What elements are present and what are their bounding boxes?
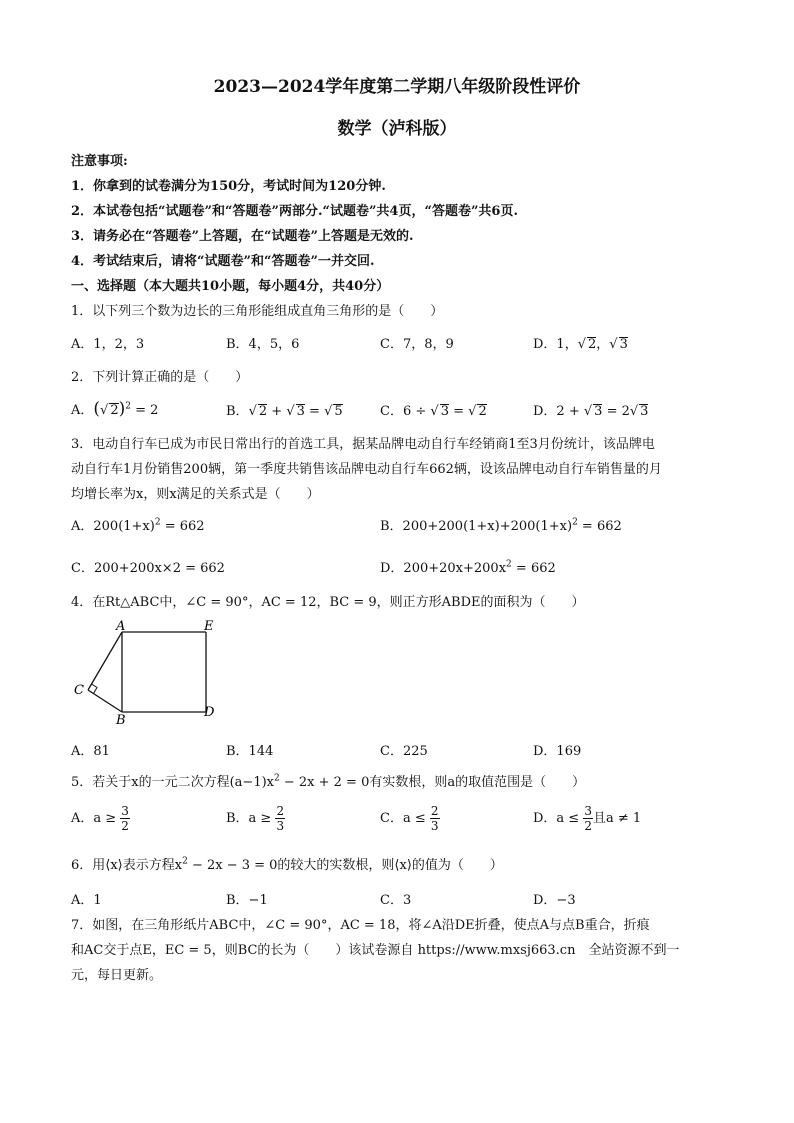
note-item: 4．考试结束后，请将“试题卷”和“答题卷”一并交回. <box>71 254 375 269</box>
exponent: 2 <box>154 517 161 528</box>
option-d: D．169 <box>533 744 582 759</box>
label-c: C <box>74 683 84 698</box>
radicand: 3 <box>619 337 628 352</box>
exponent: 2 <box>572 517 578 528</box>
stem-part: 5．若关于x的一元二次方程(a−1)x <box>71 775 274 790</box>
option-c: C．6 ÷ √ 3 = √ 2 <box>380 404 487 419</box>
fraction <box>120 804 130 833</box>
option-c: C．200+200x×2 = 662 <box>71 561 225 576</box>
option-b-expr: B．200+200(1+x)+200(1+x) <box>380 519 573 534</box>
fraction <box>275 804 285 833</box>
option-b <box>380 515 622 534</box>
page-title: 2023—2024学年度第二学期八年级阶段性评价 <box>213 77 581 97</box>
question-stem: 1．以下列三个数为边长的三角形能组成直角三角形的是（ ） <box>71 304 444 319</box>
notes-heading: 注意事项: <box>71 154 128 169</box>
numerator: 3 <box>121 804 129 818</box>
stem-part: 6．用⟨x⟩表示方程x <box>71 858 183 873</box>
question-stem-line: 3．电动自行车已成为市民日常出行的首选工具，据某品牌电动自行车经销商1至3月份统计，该品牌电 <box>71 437 655 452</box>
option-b: B．144 <box>226 744 274 759</box>
option-prefix: D．a ≤ <box>533 811 584 826</box>
radicand: 3 <box>594 404 603 419</box>
question-stem-line: 动自行车1月份销售200辆，第一季度共销售该品牌电动自行车662辆，设该品牌电动自行车销售量的月 <box>71 462 662 477</box>
label-d: D <box>204 705 215 720</box>
option-a-expr: A．200(1+x) <box>71 519 155 534</box>
option-d: D．−3 <box>533 893 576 908</box>
radicand: 2 <box>110 403 119 418</box>
radicand: 3 <box>296 404 305 419</box>
option-d-prefix: D．1， <box>533 337 578 352</box>
option-c <box>380 804 440 833</box>
option-a-tail: = 662 <box>160 519 205 534</box>
option-d <box>380 557 556 576</box>
option-c: C．225 <box>380 744 428 759</box>
denominator: 3 <box>430 819 439 833</box>
question-stem: 4．在Rt△ABC中，∠C = 90°，AC = 12，BC = 9，则正方形ABDE的面积为（ ） <box>71 595 585 610</box>
stem-part: − 2x − 3 = 0的较大的实数根，则⟨x⟩的值为（ ） <box>187 858 503 873</box>
option-d-expr: D．200+20x+200x <box>380 561 507 576</box>
option-a: A．1，2，3 <box>71 337 145 352</box>
page-subtitle: 数学（泸科版） <box>337 119 457 139</box>
option-d-prefix: D．2 + <box>533 404 584 419</box>
option-a <box>71 515 205 534</box>
option-d <box>533 804 641 833</box>
numerator: 2 <box>276 804 285 818</box>
option-b: B．−1 <box>226 893 268 908</box>
section-heading: 一、选择题（本大题共10小题，每小题4分，共40分） <box>71 279 390 294</box>
option-a <box>71 804 130 833</box>
option-b-prefix: B． <box>226 404 249 419</box>
note-item: 1．你拿到的试卷满分为150分，考试时间为120分钟. <box>71 179 386 194</box>
fraction <box>430 804 440 833</box>
option-a-suffix: = 2 <box>130 403 159 418</box>
radicand: 2 <box>478 404 487 419</box>
option-suffix: 且a ≠ 1 <box>592 811 642 826</box>
option-d: D．2 + √ 3 = 2√ 3 <box>533 404 649 419</box>
option-a-prefix: A． <box>71 403 94 418</box>
option-c: C．3 <box>380 893 412 908</box>
option-c-prefix: C．6 ÷ <box>380 404 431 419</box>
option-a: A．1 <box>71 893 102 908</box>
option-prefix: B．a ≥ <box>226 811 276 826</box>
edge-ac <box>88 632 122 690</box>
radicand: 3 <box>640 404 649 419</box>
stem-part: − 2x + 2 = 0有实数根，则a的取值范围是（ ） <box>279 775 586 790</box>
denominator: 2 <box>121 819 129 833</box>
question-stem-line: 和AC交于点E，EC = 5，则BC的长为（ ）该试卷源自 https://www.mxsj663.cn 全站资源不到一 <box>71 943 680 958</box>
question-stem <box>71 854 503 873</box>
square-triangle-figure <box>70 618 230 728</box>
question-stem-line: 均增长率为x，则x满足的关系式是（ ） <box>71 487 320 502</box>
question-stem-line: 7．如图，在三角形纸片ABC中，∠C = 90°，AC = 18，将∠A沿DE折叠，使点A与点B重合，折痕 <box>71 918 650 933</box>
radicand: 3 <box>440 404 449 419</box>
radicand: 2 <box>588 337 597 352</box>
option-d: D．1，√ 2，√ 3 <box>533 337 628 352</box>
note-item: 2．本试卷包括“试题卷”和“答题卷”两部分.“试题卷”共4页，“答题卷”共6页. <box>71 204 519 219</box>
label-e: E <box>204 619 214 634</box>
separator: ， <box>596 337 610 352</box>
option-c: C．7，8，9 <box>380 337 454 352</box>
exponent: 2 <box>274 773 280 784</box>
fraction <box>583 804 593 833</box>
label-b: B <box>116 713 126 728</box>
edge-cb <box>88 690 122 712</box>
option-b <box>226 804 285 833</box>
option-d-tail: = 662 <box>511 561 556 576</box>
note-item: 3．请务必在“答题卷”上答题，在“试题卷”上答题是无效的. <box>71 229 414 244</box>
option-a: A．(√ 2)$^2$ = 2 <box>71 399 159 419</box>
option-a: A．81 <box>71 744 110 759</box>
question-stem <box>71 771 585 790</box>
exponent: 2 <box>182 856 188 867</box>
label-a: A <box>116 619 126 634</box>
numerator: 2 <box>430 804 439 818</box>
denominator: 2 <box>584 819 592 833</box>
question-stem-line: 元，每日更新。 <box>71 968 163 983</box>
denominator: 3 <box>276 819 285 833</box>
option-prefix: A．a ≥ <box>71 811 121 826</box>
radicand: 2 <box>258 404 268 419</box>
operator: = 2 <box>602 404 630 419</box>
operator: + <box>267 404 287 419</box>
option-prefix: C．a ≤ <box>380 811 430 826</box>
exponent: 2 <box>125 401 131 412</box>
option-b: B．√ 2 + √ 3 = √ 5 <box>226 404 343 419</box>
question-stem: 2．下列计算正确的是（ ） <box>71 370 249 385</box>
operator: = <box>304 404 325 419</box>
option-b: B．4，5，6 <box>226 337 300 352</box>
numerator: 3 <box>584 804 592 818</box>
radicand: 5 <box>334 404 343 419</box>
exponent: 2 <box>506 559 512 570</box>
option-b-tail: = 662 <box>577 519 622 534</box>
operator: = <box>448 404 469 419</box>
